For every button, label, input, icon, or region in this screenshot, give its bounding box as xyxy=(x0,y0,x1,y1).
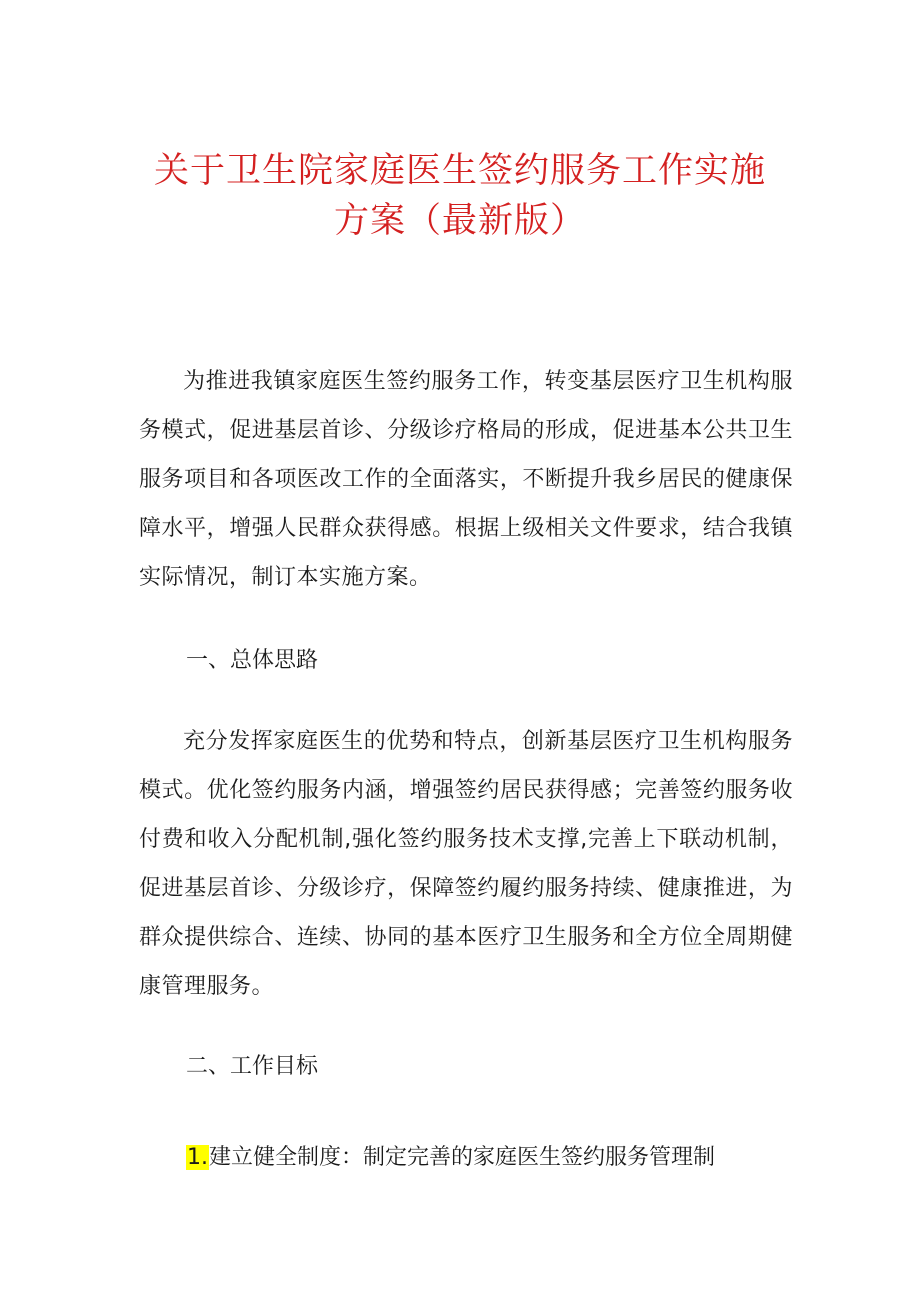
list-item-number: 1. xyxy=(187,1145,208,1170)
section-2-heading: 二、工作目标 xyxy=(186,1054,319,1079)
list-item-1 xyxy=(186,1143,715,1173)
intro-paragraph: 为推进我镇家庭医生签约服务工作，转变基层医疗卫生机构服务模式，促进基层首诊、分级诊疗格局的形成，促进基本公共卫生服务项目和各项医改工作的全面落实，不断提升我乡居民的健康保障水平，增强人民群众获得感。根据上级相关文件要求，结合我镇实际情况，制订本实施方案。 xyxy=(139,369,793,590)
section-1-heading: 一、总体思路 xyxy=(186,648,319,673)
title-line-1: 关于卫生院家庭医生签约服务工作实施 xyxy=(153,151,766,191)
document-title xyxy=(0,146,920,246)
intro-section xyxy=(139,357,793,602)
section-1-paragraph: 充分发挥家庭医生的优势和特点，创新基层医疗卫生机构服务模式。优化签约服务内涵，增强签约居民获得感；完善签约服务收付费和收入分配机制,强化签约服务技术支撑,完善上下联动机制，促进基层首诊、分级诊疗，保障签约履约服务持续、健康推进，为群众提供综合、连续、协同的基本医疗卫生服务和全方位全周期健康管理服务。 xyxy=(139,729,793,999)
list-item-text: 建立健全制度：制定完善的家庭医生签约服务管理制 xyxy=(209,1145,716,1170)
section-1-body xyxy=(139,717,793,1011)
title-line-2: 方案（最新版） xyxy=(333,201,586,241)
